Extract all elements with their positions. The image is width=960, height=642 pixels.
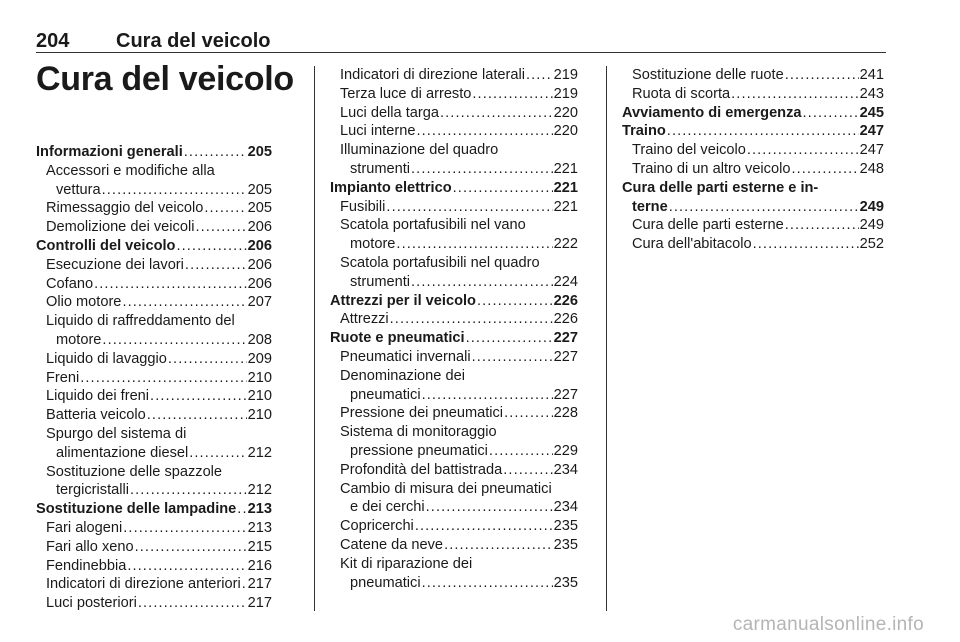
toc-page-number: 205	[247, 144, 272, 160]
dot-leader	[504, 404, 553, 423]
dot-leader	[150, 387, 247, 406]
toc-entry-line	[46, 444, 272, 463]
toc-page-number: 219	[553, 67, 578, 83]
toc-page-number: 241	[859, 67, 884, 83]
dot-leader	[102, 181, 247, 200]
toc-subentry[interactable]	[36, 256, 272, 275]
toc-entry-title: Batteria veicolo	[46, 407, 146, 424]
dot-leader	[803, 104, 859, 123]
toc-subentry[interactable]	[36, 575, 272, 594]
toc-entry-line	[46, 181, 272, 200]
column-divider	[606, 66, 607, 611]
toc-entry-title: Fari allo xeno	[46, 538, 134, 555]
toc-page-number: 227	[553, 348, 578, 365]
toc-section-entry[interactable]	[36, 500, 272, 519]
toc-page-number: 219	[553, 85, 578, 102]
toc-page-number: 210	[247, 407, 272, 424]
toc-entry-title: Liquido dei freni	[46, 388, 150, 405]
toc-page-number: 228	[553, 405, 578, 422]
toc-page-number: 220	[553, 123, 578, 140]
toc-entry-title: Luci posteriori	[46, 595, 137, 612]
dot-leader	[416, 122, 552, 141]
toc-entry-line	[340, 536, 578, 555]
dot-leader	[466, 329, 553, 348]
toc-entry-title-continued: strumenti	[350, 160, 411, 177]
toc-entry-line	[46, 256, 272, 275]
dot-leader	[127, 557, 246, 576]
toc-entry-title: Sostituzione delle lampadine	[36, 501, 237, 518]
toc-entry-title: Denominazione dei	[340, 367, 465, 384]
dot-leader	[386, 198, 552, 217]
toc-entry-line	[632, 66, 884, 85]
toc-entry-title: Indicatori di direzione anteriori	[46, 576, 241, 593]
toc-page-number: 235	[553, 574, 578, 591]
dot-leader	[123, 519, 246, 538]
toc-entry-title: Attrezzi	[340, 311, 389, 328]
toc-entry-title: Traino del veicolo	[632, 142, 746, 159]
dot-leader	[747, 141, 859, 160]
toc-entry-line	[46, 594, 272, 613]
toc-entry-title: Pressione dei pneumatici	[340, 405, 504, 422]
toc-subentry[interactable]	[36, 350, 272, 369]
toc-entry-line	[340, 498, 578, 517]
toc-page-number: 221	[553, 160, 578, 177]
toc-entry-line	[632, 141, 884, 160]
dot-leader	[237, 500, 246, 519]
toc-entry-line	[46, 331, 272, 350]
toc-entry-line	[340, 386, 578, 405]
toc-entry-title: Cura dell'abitacolo	[632, 236, 752, 253]
dot-leader	[185, 256, 247, 275]
toc-subentry[interactable]	[36, 425, 272, 463]
dot-leader	[411, 160, 553, 179]
toc-entry-line	[340, 348, 578, 367]
toc-page-number: 249	[859, 217, 884, 234]
toc-entry-title: Pneumatici invernali	[340, 348, 471, 365]
toc-entry-title-continued: alimentazione diesel	[56, 444, 189, 461]
toc-subentry[interactable]	[36, 594, 272, 613]
dot-leader	[390, 310, 553, 329]
toc-page-number: 235	[553, 536, 578, 553]
toc-page-number: 205	[247, 181, 272, 198]
toc-subentry[interactable]	[330, 348, 578, 367]
toc-entry-line	[340, 442, 578, 461]
toc-entry-title: Spurgo del sistema di	[46, 425, 187, 442]
toc-subentry[interactable]	[622, 66, 884, 85]
dot-leader	[426, 498, 553, 517]
toc-entry-title: Avviamento di emergenza	[622, 104, 802, 121]
toc-subentry[interactable]	[622, 216, 884, 235]
dot-leader	[138, 594, 247, 613]
toc-page-number: 248	[859, 160, 884, 177]
dot-leader	[102, 331, 246, 350]
dot-leader	[189, 444, 246, 463]
dot-leader	[477, 292, 553, 311]
watermark: carmanualsonline.info	[732, 614, 924, 635]
toc-entry-title: Cura delle parti esterne e in-	[622, 179, 819, 196]
dot-leader	[122, 293, 246, 312]
toc-entry-line	[340, 574, 578, 593]
toc-entry-line	[340, 273, 578, 292]
toc-entry-line	[330, 292, 578, 311]
toc-section-entry[interactable]	[622, 122, 884, 141]
toc-entry-title: Cura delle parti esterne	[632, 217, 784, 234]
dot-leader	[135, 538, 247, 557]
toc-entry-title: Indicatori di direzione laterali	[340, 67, 525, 83]
dot-leader	[422, 574, 553, 593]
toc-page-number: 213	[247, 519, 272, 536]
toc-entry-title: Olio motore	[46, 294, 122, 311]
dot-leader	[669, 198, 859, 217]
toc-page-number: 234	[553, 461, 578, 478]
toc-entry-title: Sistema di monitoraggio	[340, 424, 497, 441]
toc-entry-title-continued: pneumatici	[350, 386, 421, 403]
dot-leader	[94, 275, 247, 294]
toc-page-number: 245	[859, 104, 884, 121]
toc-entry-title: Ruota di scorta	[632, 85, 731, 102]
toc-entry-title: Copricerchi	[340, 518, 414, 535]
toc-page-number: 216	[247, 557, 272, 574]
toc-entry-line	[46, 481, 272, 500]
toc-entry-title-continued: strumenti	[350, 273, 411, 290]
toc-page-number: 210	[247, 388, 272, 405]
toc-entry-line	[632, 216, 884, 235]
toc-subentry[interactable]	[330, 310, 578, 329]
toc-page-number: 221	[553, 198, 578, 215]
toc-subentry[interactable]	[36, 218, 272, 237]
toc-entry-line	[46, 406, 272, 425]
dot-leader	[176, 237, 246, 256]
toc-entry-line	[632, 235, 884, 254]
running-title: Cura del veicolo	[116, 30, 271, 52]
toc-subentry[interactable]	[36, 387, 272, 406]
toc-entry-line	[340, 461, 578, 480]
toc-page-number: 243	[859, 85, 884, 102]
toc-subentry[interactable]	[330, 216, 578, 254]
toc-page-number: 206	[247, 237, 272, 254]
toc-entry-title: Catene da neve	[340, 536, 444, 553]
toc-page-number: 234	[553, 499, 578, 516]
toc-subentry[interactable]	[330, 198, 578, 217]
toc-entry-title: Kit di riparazione dei	[340, 555, 473, 572]
toc-page-number: 212	[247, 482, 272, 499]
toc-section-entry[interactable]	[622, 179, 884, 217]
page-header	[36, 30, 886, 53]
toc-page-number: 224	[553, 273, 578, 290]
toc-entry-title: Demolizione dei veicoli	[46, 219, 195, 236]
toc-page-number: 247	[859, 123, 884, 140]
toc-subentry[interactable]	[622, 85, 884, 104]
toc-page-number: 235	[553, 518, 578, 535]
toc-entry-title: Terza luce di arresto	[340, 85, 472, 102]
toc-column-2	[330, 66, 578, 592]
toc-entry-line	[632, 160, 884, 179]
toc-page-number: 217	[247, 576, 272, 593]
dot-leader	[147, 406, 247, 425]
toc-column-3	[622, 66, 884, 254]
toc-entry-line	[622, 104, 884, 123]
toc-subentry[interactable]	[330, 141, 578, 179]
toc-page-number: 226	[553, 292, 578, 309]
dot-leader	[791, 160, 858, 179]
toc-entry-line	[46, 275, 272, 294]
toc-entry-line	[340, 517, 578, 536]
toc-subentry[interactable]	[36, 463, 272, 501]
toc-subentry[interactable]	[330, 555, 578, 593]
toc-page-number: 226	[553, 311, 578, 328]
toc-entry-title: Sostituzione delle spazzole	[46, 463, 223, 480]
toc-entry-line	[340, 160, 578, 179]
dot-leader	[667, 122, 859, 141]
page-number: 204	[36, 30, 70, 52]
toc-page-number: 215	[247, 538, 272, 555]
toc-entry-line	[36, 237, 272, 256]
toc-column-1	[36, 143, 272, 613]
toc-entry-line	[46, 519, 272, 538]
toc-page-number: 221	[553, 179, 578, 196]
dot-leader	[184, 143, 247, 162]
toc-page-number: 208	[247, 331, 272, 348]
toc-page-number: 227	[553, 386, 578, 403]
toc-subentry[interactable]	[330, 367, 578, 405]
toc-page-number: 207	[247, 294, 272, 311]
toc-subentry[interactable]	[36, 557, 272, 576]
dot-leader	[411, 273, 553, 292]
dot-leader	[80, 369, 246, 388]
toc-subentry[interactable]	[36, 538, 272, 557]
dot-leader	[503, 461, 552, 480]
toc-entry-title-continued: tergicristalli	[56, 482, 129, 499]
toc-subentry[interactable]	[36, 369, 272, 388]
toc-subentry[interactable]	[36, 293, 272, 312]
toc-entry-line	[46, 575, 272, 594]
toc-page-number: 206	[247, 275, 272, 292]
toc-entry-title-continued: vettura	[56, 181, 101, 198]
toc-section-entry[interactable]	[330, 179, 578, 198]
toc-entry-line	[340, 235, 578, 254]
toc-entry-line	[340, 85, 578, 104]
dot-leader	[785, 66, 859, 85]
toc-page-number: 209	[247, 350, 272, 367]
toc-entry-title: Scatola portafusibili nel quadro	[340, 254, 540, 271]
toc-entry-line	[340, 66, 578, 85]
dot-leader	[168, 350, 247, 369]
toc-subentry[interactable]	[330, 480, 578, 518]
toc-subentry[interactable]	[622, 235, 884, 254]
toc-subentry[interactable]	[36, 406, 272, 425]
toc-entry-line	[46, 387, 272, 406]
toc-subentry[interactable]	[330, 254, 578, 292]
toc-section-entry[interactable]	[622, 104, 884, 123]
toc-entry-title: Profondità del battistrada	[340, 461, 503, 478]
dot-leader	[444, 536, 553, 555]
toc-entry-title: Traino	[622, 123, 666, 140]
toc-entry-line	[340, 104, 578, 123]
dot-leader	[731, 85, 858, 104]
toc-page-number: 249	[859, 198, 884, 215]
toc-entry-line	[632, 85, 884, 104]
toc-subentry[interactable]	[36, 312, 272, 350]
toc-entry-line	[340, 198, 578, 217]
toc-page-number: 213	[247, 501, 272, 518]
toc-entry-title-continued: terne	[632, 198, 668, 215]
toc-entry-line	[46, 538, 272, 557]
toc-page-number: 206	[247, 256, 272, 273]
chapter-title: Cura del veicolo	[36, 60, 294, 98]
toc-subentry[interactable]	[330, 122, 578, 141]
toc-subentry[interactable]	[330, 85, 578, 104]
toc-entry-title: Luci interne	[340, 123, 416, 140]
toc-entry-line	[46, 199, 272, 218]
dot-leader	[472, 348, 553, 367]
toc-entry-line	[46, 557, 272, 576]
dot-leader	[753, 235, 859, 254]
toc-subentry[interactable]	[622, 141, 884, 160]
toc-entry-title: Luci della targa	[340, 104, 439, 121]
toc-page-number: 252	[859, 236, 884, 253]
toc-subentry[interactable]	[330, 461, 578, 480]
toc-entry-title: Liquido di lavaggio	[46, 350, 167, 367]
toc-subentry[interactable]	[36, 162, 272, 200]
toc-entry-line	[36, 143, 272, 162]
dot-leader	[242, 575, 247, 594]
toc-entry-title: Sostituzione delle ruote	[632, 67, 784, 83]
toc-section-entry[interactable]	[36, 237, 272, 256]
toc-entry-line	[36, 500, 272, 519]
toc-page-number: 205	[247, 200, 272, 217]
toc-page-number: 206	[247, 219, 272, 236]
dot-leader	[195, 218, 246, 237]
toc-entry-title: Informazioni generali	[36, 144, 183, 160]
toc-entry-title: Scatola portafusibili nel vano	[340, 217, 526, 234]
toc-page-number: 222	[553, 236, 578, 253]
column-divider	[314, 66, 315, 611]
dot-leader	[422, 386, 553, 405]
toc-entry-line	[46, 350, 272, 369]
toc-entry-title-continued: e dei cerchi	[350, 499, 425, 516]
toc-entry-line	[46, 218, 272, 237]
toc-entry-title-continued: motore	[56, 331, 102, 348]
toc-page-number: 217	[247, 595, 272, 612]
toc-entry-line	[622, 198, 884, 217]
toc-entry-title: Fendinebbia	[46, 557, 127, 574]
toc-entry-line	[46, 293, 272, 312]
toc-entry-title: Rimessaggio del veicolo	[46, 200, 204, 217]
toc-entry-title: Fusibili	[340, 198, 386, 215]
toc-page-number: 227	[553, 330, 578, 347]
toc-subentry[interactable]	[36, 275, 272, 294]
dot-leader	[396, 235, 552, 254]
toc-page-number: 220	[553, 104, 578, 121]
toc-subentry[interactable]	[330, 536, 578, 555]
toc-entry-title: Illuminazione del quadro	[340, 142, 499, 159]
toc-entry-title: Liquido di raffreddamento del	[46, 313, 235, 330]
toc-entry-title: Traino di un altro veicolo	[632, 160, 791, 177]
toc-section-entry[interactable]	[330, 329, 578, 348]
dot-leader	[453, 179, 553, 198]
dot-leader	[130, 481, 247, 500]
toc-entry-line	[340, 404, 578, 423]
toc-page-number: 229	[553, 442, 578, 459]
toc-page-number: 247	[859, 142, 884, 159]
dot-leader	[785, 216, 859, 235]
toc-subentry[interactable]	[330, 404, 578, 423]
toc-entry-line	[330, 329, 578, 348]
toc-page-number: 210	[247, 369, 272, 386]
toc-entry-title: Fari alogeni	[46, 519, 123, 536]
toc-entry-title-continued: pressione pneumatici	[350, 442, 488, 459]
toc-entry-title: Attrezzi per il veicolo	[330, 292, 476, 309]
toc-section-entry[interactable]	[36, 143, 272, 162]
dot-leader	[204, 199, 246, 218]
toc-entry-line	[46, 369, 272, 388]
toc-subentry[interactable]	[330, 423, 578, 461]
toc-subentry[interactable]	[330, 104, 578, 123]
toc-entry-title-continued: pneumatici	[350, 574, 421, 591]
toc-subentry[interactable]	[622, 160, 884, 179]
toc-entry-title-continued: motore	[350, 236, 396, 253]
toc-entry-title: Cofano	[46, 275, 94, 292]
toc-entry-line	[330, 179, 578, 198]
toc-entry-title: Accessori e modifiche alla	[46, 162, 215, 179]
dot-leader	[440, 104, 553, 123]
toc-subentry[interactable]	[330, 66, 578, 85]
toc-page-number: 212	[247, 444, 272, 461]
dot-leader	[489, 442, 553, 461]
dot-leader	[526, 66, 553, 85]
dot-leader	[415, 517, 553, 536]
toc-entry-title: Ruote e pneumatici	[330, 330, 465, 347]
toc-entry-line	[340, 122, 578, 141]
toc-section-entry[interactable]	[330, 292, 578, 311]
toc-entry-line	[340, 310, 578, 329]
toc-subentry[interactable]	[36, 519, 272, 538]
dot-leader	[472, 85, 552, 104]
toc-entry-title: Controlli del veicolo	[36, 237, 176, 254]
toc-entry-title: Impianto elettrico	[330, 179, 452, 196]
toc-entry-title: Esecuzione dei lavori	[46, 256, 184, 273]
toc-entry-title: Cambio di misura dei pneumatici	[340, 480, 552, 497]
toc-subentry[interactable]	[330, 517, 578, 536]
toc-entry-title: Freni	[46, 369, 80, 386]
toc-entry-line	[622, 122, 884, 141]
toc-subentry[interactable]	[36, 199, 272, 218]
